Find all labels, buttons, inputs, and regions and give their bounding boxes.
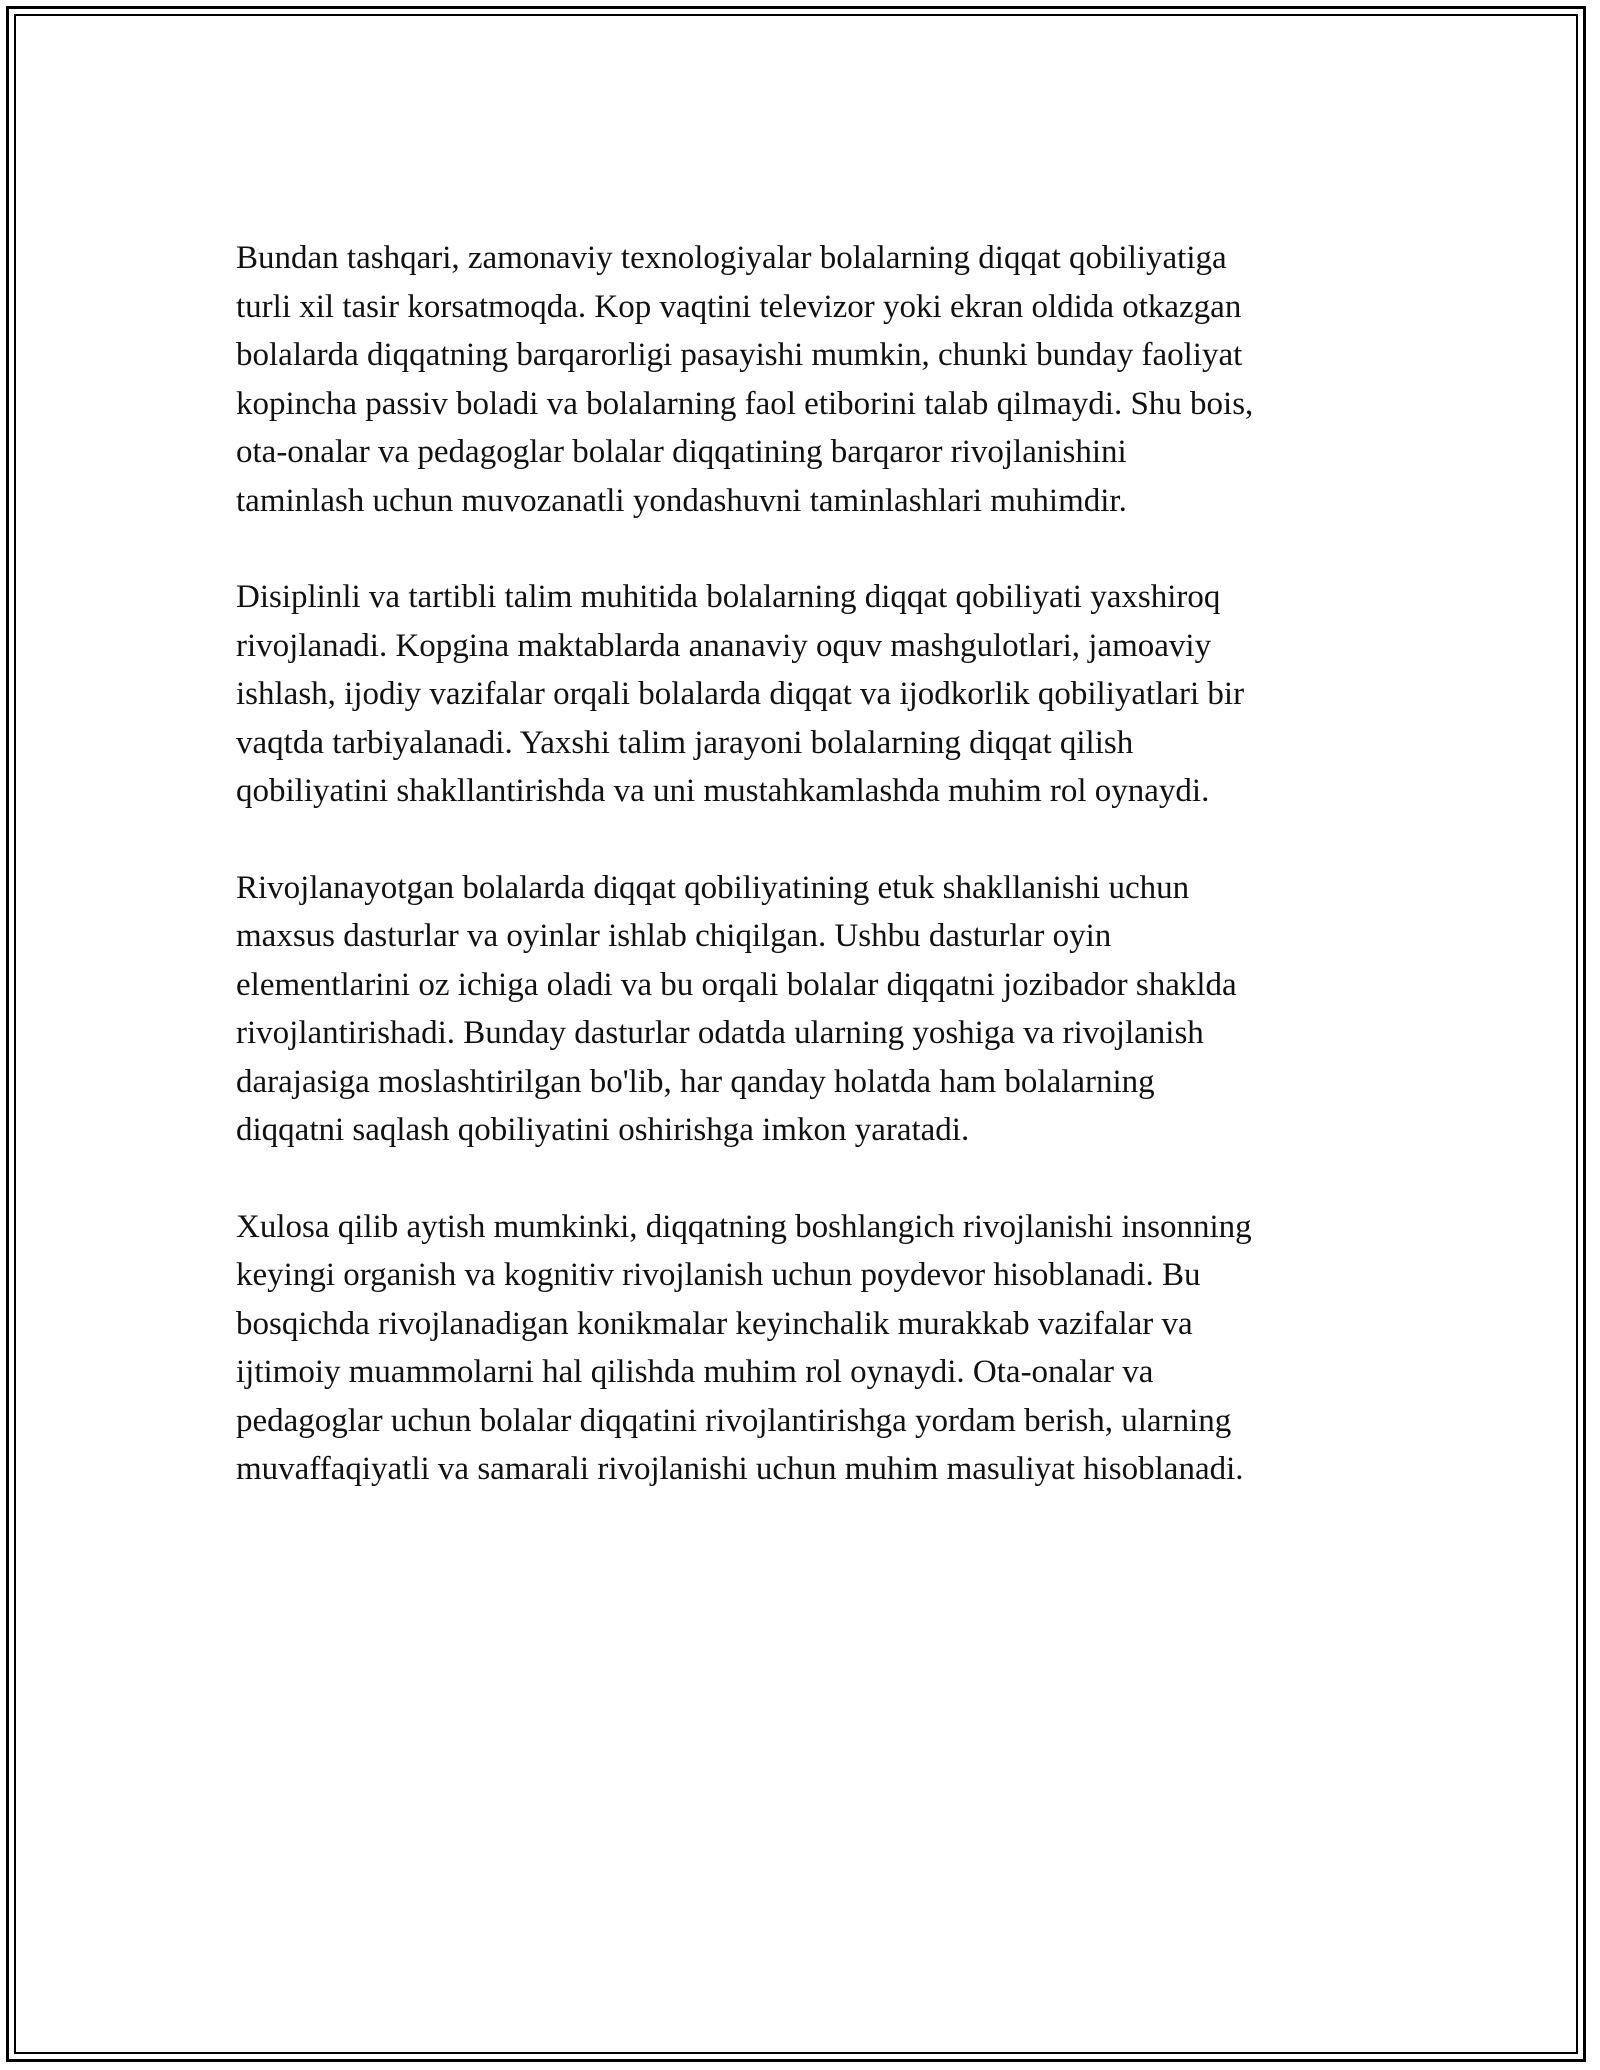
document-body xyxy=(236,234,1396,1542)
paragraph-1: Bundan tashqari, zamonaviy texnologiyalar bolalarning diqqat qobiliyatiga turli xil tasir korsatmoqda. Kop vaqtini televizor yoki ekran oldida otkazgan bolalarda diqqatning barqarorligi pasayishi mumkin, chunki bunday faoliyat kopincha passiv boladi va bolalarning faol etiborini talab qilmaydi. Shu bois, ota-onalar va pedagoglar bolalar diqqatining barqaror rivojlanishini taminlash uchun muvozanatli yondashuvni taminlashlari muhimdir. xyxy=(236,240,1254,519)
paragraph-4: Xulosa qilib aytish mumkinki, diqqatning boshlangich rivojlanishi insonning keyingi organish va kognitiv rivojlanish uchun poydevor hisoblanadi. Bu bosqichda rivojlanadigan konikmalar keyinchalik murakkab vazifalar va ijtimoiy muammolarni hal qilishda muhim rol oynaydi. Ota-onalar va pedagoglar uchun bolalar diqqatini rivojlantirishga yordam berish, ularning muvaffaqiyatli va samarali rivojlanishi uchun muhim masuliyat hisoblanadi. xyxy=(236,1208,1252,1487)
paragraph-3: Rivojlanayotgan bolalarda diqqat qobiliyatining etuk shakllanishi uchun maxsus dasturlar va oyinlar ishlab chiqilgan. Ushbu dasturlar oyin elementlarini oz ichiga oladi va bu orqali bolalar diqqatni jozibador shaklda rivojlantirishadi. Bunday dasturlar odatda ularning yoshiga va rivojlanish darajasiga moslashtirilgan bo'lib, har qanday holatda ham bolalarning diqqatni saqlash qobiliyatini oshirishga imkon yaratadi. xyxy=(236,869,1237,1148)
paragraph-2: Disiplinli va tartibli talim muhitida bolalarning diqqat qobiliyati yaxshiroq rivojlanadi. Kopgina maktablarda ananaviy oquv mashgulotlari, jamoaviy ishlash, ijodiy vazifalar orqali bolalarda diqqat va ijodkorlik qobiliyatlari bir vaqtda tarbiyalanadi. Yaxshi talim jarayoni bolalarning diqqat qilish qobiliyatini shakllantirishda va uni mustahkamlashda muhim rol oynaydi. xyxy=(236,579,1245,809)
